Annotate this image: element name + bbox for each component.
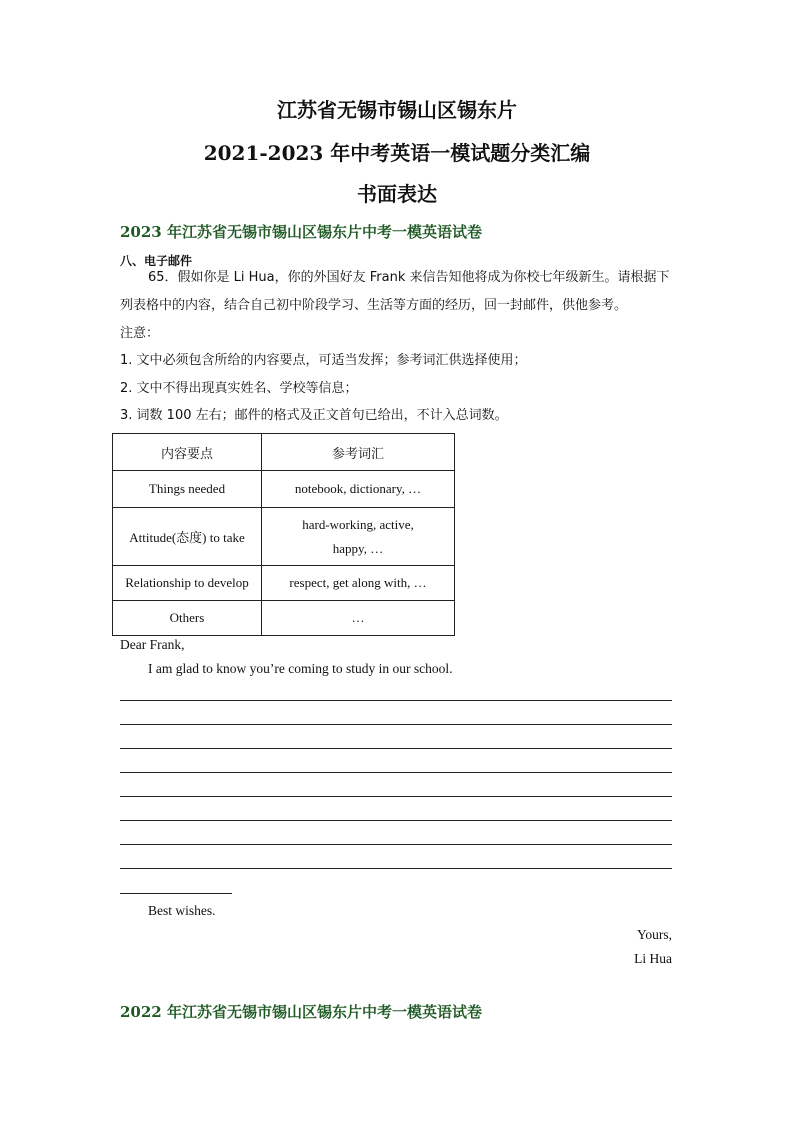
table-cell: Others <box>113 601 262 636</box>
writing-line-short <box>120 893 232 894</box>
table-row <box>113 566 455 601</box>
note-item-3: 3. 词数 100 左右；邮件的格式及正文首句已给出，不计入总词数。 <box>120 408 508 423</box>
letter-signoff: Yours, <box>636 927 672 942</box>
writing-line <box>120 724 672 725</box>
writing-line <box>120 772 672 773</box>
note-item-2: 2. 文中不得出现真实姓名、学校等信息； <box>120 381 358 396</box>
doc-title-line1: 江苏省无锡市锡山区锡东片 <box>277 98 517 122</box>
writing-line <box>120 844 672 845</box>
table-cell: hard-working, active, happy, … <box>262 508 455 566</box>
note-label: 注意： <box>120 326 160 341</box>
table-header-cell: 参考词汇 <box>262 434 455 471</box>
doc-title-line3: 书面表达 <box>357 182 437 206</box>
letter-closing: Best wishes. <box>148 903 216 918</box>
part-heading: 八、电子邮件 <box>120 254 193 268</box>
letter-greeting: Dear Frank, <box>120 637 185 652</box>
writing-prompt-text: 65．假如你是 Li Hua，你的外国好友 Frank 来信告知他将成为你校七年级新生。请根据下列表格中的内容，结合自己初中阶段学习、生活等方面的经历，回一封邮件，供他参考。 <box>120 270 670 313</box>
writing-line <box>120 820 672 821</box>
table-cell: … <box>262 601 455 636</box>
letter-signature: Li Hua <box>634 951 672 966</box>
section-heading-2022: 2022 年江苏省无锡市锡山区锡东片中考一模英语试卷 <box>120 1003 482 1021</box>
table-cell: respect, get along with, … <box>262 566 455 601</box>
table-cell: notebook, dictionary, … <box>262 471 455 508</box>
writing-prompt <box>120 264 676 320</box>
table-header-cell: 内容要点 <box>113 434 262 471</box>
writing-line <box>120 700 672 701</box>
table-header-row <box>113 434 455 471</box>
note-item-1: 1. 文中必须包含所给的内容要点，可适当发挥；参考词汇供选择使用； <box>120 353 527 368</box>
table-cell: Things needed <box>113 471 262 508</box>
table-cell: Attitude(态度) to take <box>113 508 262 566</box>
writing-line <box>120 868 672 869</box>
table-cell: Relationship to develop <box>113 566 262 601</box>
table-row <box>113 508 455 566</box>
content-points-table <box>112 433 455 636</box>
section-heading-2023: 2023 年江苏省无锡市锡山区锡东片中考一模英语试卷 <box>120 223 482 241</box>
table-row <box>113 601 455 636</box>
writing-line <box>120 796 672 797</box>
doc-title-line2: 2021-2023 年中考英语一模试题分类汇编 <box>203 141 591 165</box>
table-row <box>113 471 455 508</box>
writing-line <box>120 748 672 749</box>
letter-first-sentence: I am glad to know you’re coming to study in our school. <box>148 661 453 676</box>
